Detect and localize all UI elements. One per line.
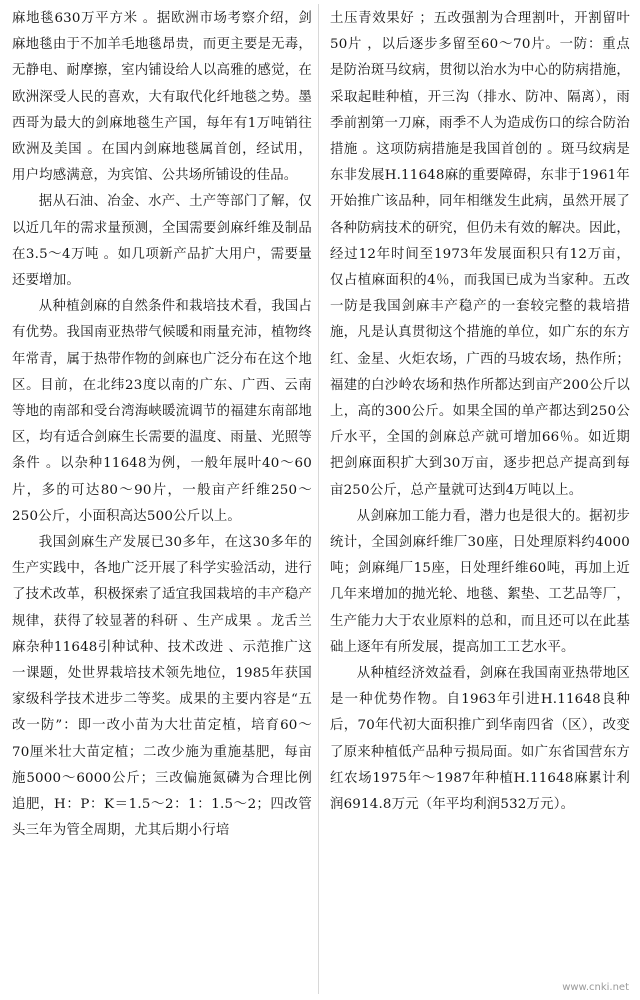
paragraph-3: 从种植剑麻的自然条件和栽培技术看，我国占有优势。我国南亚热带气候暖和雨量充沛，植物终年常青，属于热带作物的剑麻也广泛分布在这个地区。目前，在北纬23度以南的广东、广西、云南等地的南部和受台湾海峡暖流调节的福建东南部地区，均有适合剑麻生长需要的温度、雨量、光照等条件 。以杂种11648为例，一般年展叶40～60片，多的可达80～90片，一般亩产纤维250～250公斤，小面积高达500公斤以上。 bbox=[12, 299, 312, 524]
column-divider bbox=[318, 4, 319, 994]
paragraph-5: 土压青效果好 ；五改强割为合理割叶，开割留叶50片 ，以后逐步多留至60～70片。一防：重点是防治斑马纹病，贯彻以治水为中心的防病措施，采取起畦种植，开三沟（排水、防冲、隔离），雨季前割第一刀麻，雨季不人为造成伤口的综合防治措施 。这项防病措施是我国首创的 。斑马纹病是东非发展H.11648麻的重要障碍，东非于1961年开始推广该品种，同年相继发生此病，虽然开展了各种防病技术的研究，但仍未有效的解决。因此，经过12年时间至1973年发展面积只有12万亩，仅占植麻面积的4％，而我国已成为当家种。五改一防是我国剑麻丰产稳产的一套较完整的栽培措施，凡是认真贯彻这个措施的单位，如广东的东方红、金星、火炬农场，广西的马坡农场，热作所；福建的白沙岭农场和热作所都达到亩产200公斤以上，高的300公斤。如果全国的单产都达到250公斤水平，全国的剑麻总产就可增加66％。如近期把剑麻面积扩大到30万亩，逐步把总产提高到每亩250公斤，总产量就可达到4万吨以上。 bbox=[330, 11, 630, 498]
watermark: www.cnki.net bbox=[559, 981, 632, 994]
right-column bbox=[330, 6, 630, 996]
paragraph-7: 从种植经济效益看，剑麻在我国南亚热带地区是一种优势作物。自1963年引进H.11648良种后，70年代初大面积推广到华南四省（区），改变了原来种植低产品种亏损局面。如广东省国营东方红农场1975年～1987年种植H.11648麻累计利润6914.8万元（年平均利润532万元）。 bbox=[330, 666, 630, 813]
paragraph-2: 据从石油、冶金、水产、土产等部门了解，仅以近几年的需求量预测，全国需要剑麻纤维及制品在3.5～4万吨 。如几项新产品扩大用户，需要量还要增加。 bbox=[12, 194, 312, 289]
paragraph-4: 我国剑麻生产发展已30多年，在这30多年的生产实践中，各地广泛开展了科学实验活动，进行了技术改革，积极探索了适宜我国栽培的丰产稳产规律，获得了较显著的科研 、生产成果 。龙舌兰麻杂种11648引种试种、技术改进 、示范推广这一课题，处世界栽培技术领先地位，1985年获国家级科学技术进步二等奖。成果的主要内容是“五改一防”：即一改小苗为大壮苗定植，培育60～70厘米壮大苗定植；二改少施为重施基肥，每亩施5000～6000公斤；三改偏施氮磷为合理比例追肥，H：P：K＝1.5～2：1：1.5～2；四改管头三年为管全周期，尤其后期小行培 bbox=[12, 535, 312, 839]
paragraph-6: 从剑麻加工能力看，潜力也是很大的。据初步统计，全国剑麻纤维厂30座，日处理原料约4000吨；剑麻绳厂15座，日处理纤维60吨，再加上近几年来增加的抛光轮、地毯、絮垫、工艺品等厂，生产能力大于农业原料的总和，而且还可以在此基础上逐年有所发展，提高加工工艺水平。 bbox=[330, 508, 630, 655]
left-column bbox=[12, 6, 312, 996]
paragraph-1: 麻地毯630万平方米 。据欧洲市场考察介绍，剑麻地毯由于不加羊毛地毯昂贵，而更主要是无毒，无静电、耐摩擦，室内铺设给人以高雅的感觉，在欧洲深受人民的喜欢，大有取代化纤地毯之势。墨西哥为最大的剑麻地毯生产国，每年有1万吨销往欧洲及美国 。在国内剑麻地毯属首创，经试用，用户均感满意，为宾馆、公共场所铺设的佳品。 bbox=[12, 11, 312, 184]
